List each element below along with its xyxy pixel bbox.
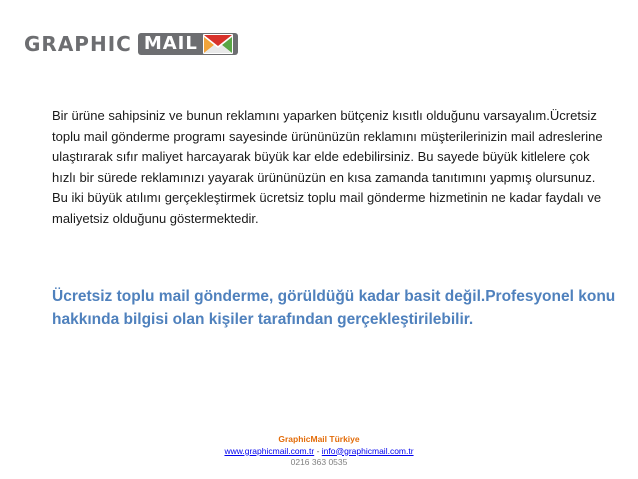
footer bbox=[0, 434, 638, 469]
website-link[interactable]: www.graphicmail.com.tr bbox=[224, 445, 315, 456]
graphicmail-logo bbox=[24, 30, 238, 58]
logo-mail-box bbox=[138, 33, 238, 55]
logo-word-mail: MAIL bbox=[143, 33, 198, 54]
footer-separator: - bbox=[316, 445, 320, 456]
highlight-paragraph: Ücretsiz toplu mail gönderme, görüldüğü kadar basit değil.Profesyonel konu hakkında bilgisi olan kişiler tarafından gerçekleştirilebilir. bbox=[52, 288, 616, 328]
envelope-icon bbox=[202, 33, 234, 55]
body-paragraph: Bir ürüne sahipsiniz ve bunun reklamını yaparken bütçeniz kısıtlı olduğunu varsayalım.Ücretsiz toplu mail gönderme programı sayesinde ürününüzün reklamını müşterilerinizin mail adreslerine ulaştırarak sıfır maliyet harcayarak büyük kar elde edebilirsiniz. Bu sayede büyük kitlelere çok hızlı bir sürede reklamınızı yayarak ürününüzün en kısa zamanda tanıtımını yapmış olursunuz. Bu iki büyük atılımı gerçekleştirmek ücretsiz toplu mail gönderme hizmetinin ne kadar faydalı ve maliyetsiz olduğunu göstermektedir. bbox=[52, 108, 603, 226]
footer-phone: 0216 363 0535 bbox=[290, 457, 348, 467]
email-link[interactable]: info@graphicmail.com.tr bbox=[321, 445, 414, 456]
logo-word-graphic: GRAPHIC bbox=[24, 32, 132, 56]
footer-contact-links bbox=[0, 446, 638, 458]
footer-company-name: GraphicMail Türkiye bbox=[278, 434, 360, 444]
